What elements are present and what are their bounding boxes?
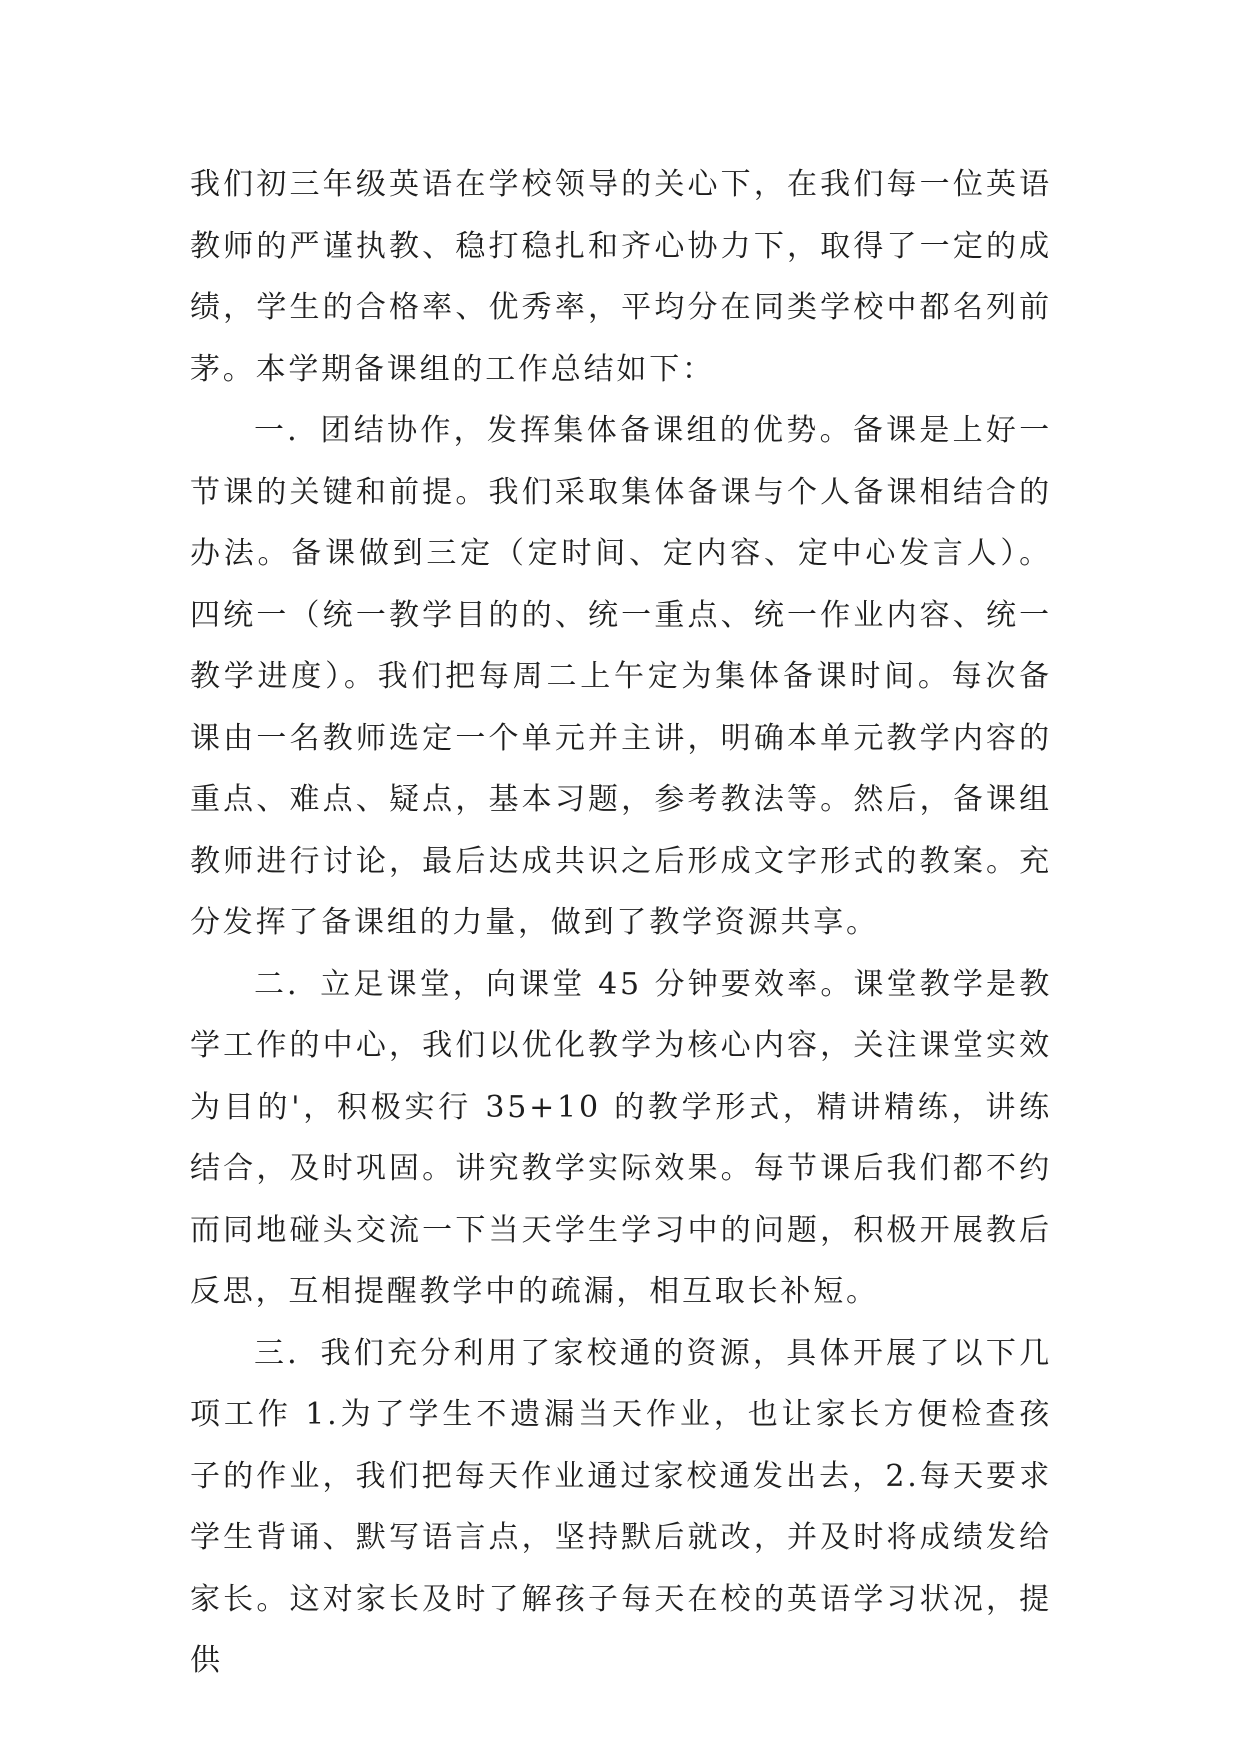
document-body (190, 154, 1052, 1692)
section-one-paragraph: 一．团结协作，发挥集体备课组的优势。备课是上好一节课的关键和前提。我们采取集体备课与个人备课相结合的办法。备课做到三定（定时间、定内容、定中心发言人）。四统一（统一教学目的的、统一重点、统一作业内容、统一教学进度）。我们把每周二上午定为集体备课时间。每次备课由一名教师选定一个单元并主讲，明确本单元教学内容的重点、难点、疑点，基本习题，参考教法等。然后，备课组教师进行讨论，最后达成共识之后形成文字形式的教案。充分发挥了备课组的力量，做到了教学资源共享。 (190, 413, 1052, 940)
intro-paragraph: 我们初三年级英语在学校领导的关心下，在我们每一位英语教师的严谨执教、稳打稳扎和齐心协力下，取得了一定的成绩，学生的合格率、优秀率，平均分在同类学校中都名列前茅。本学期备课组的工作总结如下： (190, 167, 1052, 387)
section-two-paragraph: 二．立足课堂，向课堂 45 分钟要效率。课堂教学是教学工作的中心，我们以优化教学为核心内容，关注课堂实效为目的'，积极实行 35+10 的教学形式，精讲精练，讲练结合，及时巩固。讲究教学实际效果。每节课后我们都不约而同地碰头交流一下当天学生学习中的问题，积极开展教后反思，互相提醒教学中的疏漏，相互取长补短。 (190, 966, 1052, 1309)
section-three-paragraph: 三．我们充分利用了家校通的资源，具体开展了以下几项工作 1.为了学生不遗漏当天作业，也让家长方便检查孩子的作业，我们把每天作业通过家校通发出去，2.每天要求学生背诵、默写语言点，坚持默后就改，并及时将成绩发给家长。这对家长及时了解孩子每天在校的英语学习状况，提供 (190, 1335, 1052, 1678)
